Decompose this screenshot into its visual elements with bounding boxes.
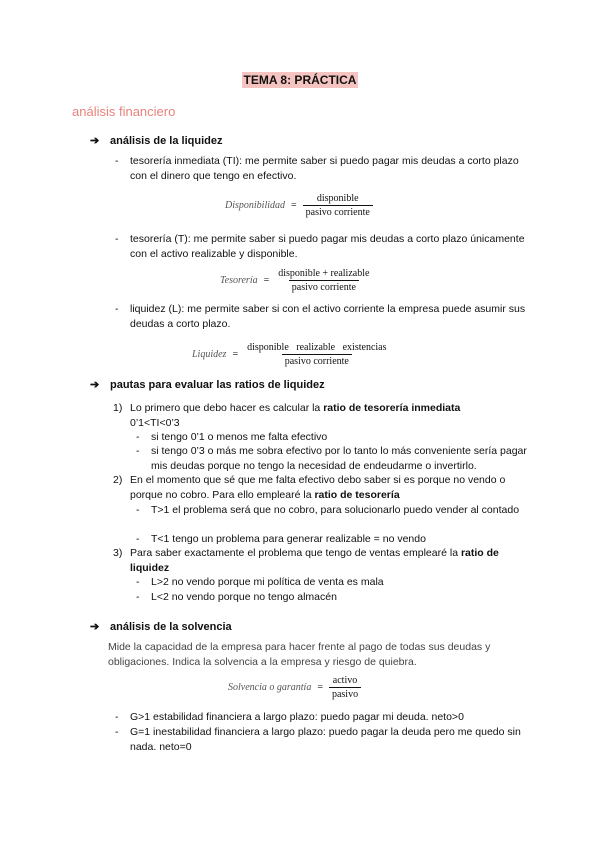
- list-item: - G=1 inestabilidad financiera a largo plazo: puedo pagar la deuda pero me quedo sin nada. neto=0: [115, 726, 521, 753]
- sub-item: - T<1 tengo un problema para generar realizable = no vendo: [136, 533, 426, 545]
- list-item: - liquidez (L): me permite saber si con el activo corriente la empresa puede asumir sus deudas a corto plazo.: [115, 303, 526, 330]
- arrow-icon: ➔: [90, 135, 100, 147]
- arrow-icon: ➔: [90, 379, 100, 391]
- heading-solvencia: ➔ análisis de la solvencia: [90, 621, 232, 633]
- page-title: TEMA 8: PRÁCTICA: [243, 73, 357, 87]
- solvencia-description: Mide la capacidad de la empresa para hacer frente al pago de todas sus deudas y obligaciones. Indica la solvencia a la empresa y riesgo de quiebra.: [108, 641, 491, 668]
- numbered-item: 1) Lo primero que debo hacer es calcular la ratio de tesorería inmediata 0’1<TI<0’3: [113, 402, 461, 429]
- section-subtitle: análisis financiero: [72, 104, 176, 119]
- heading-liquidez: ➔ análisis de la liquidez: [90, 135, 223, 147]
- sub-item: - si tengo 0’1 o menos me falta efectivo: [136, 431, 328, 443]
- formula-disponibilidad: Disponibilidad = $\frac{\text{disponible}}{\text{pasivo corriente}}$: [225, 193, 373, 218]
- list-item: - G>1 estabilidad financiera a largo plazo: puedo pagar mi deuda. neto>0: [115, 711, 464, 723]
- arrow-icon: ➔: [90, 621, 100, 633]
- numbered-item: 3) Para saber exactamente el problema que tengo de ventas emplearé la ratio de liquidez: [113, 547, 499, 574]
- sub-item: - si tengo 0’3 o más me sobra efectivo por lo tanto lo más conveniente sería pagar mis deudas porque no tengo la necesidad de endeudarme o invertirlo.: [136, 445, 527, 472]
- heading-pautas: ➔ pautas para evaluar las ratios de liquidez: [90, 379, 325, 391]
- sub-item: - T>1 el problema será que no cobro, para solucionarlo puedo vender al contado: [136, 504, 520, 516]
- formula-tesoreria: Tesorería = $\frac{\text{disponible + realizable}}{\text{pasivo corriente}}$: [220, 268, 370, 293]
- formula-liquidez: Liquidez = $\frac{\text{disponible realizable existencias}}{\text{pasivo corriente}}$: [192, 342, 387, 367]
- list-item: - tesorería (T): me permite saber si puedo pagar mis deudas a corto plazo únicamente con el activo realizable y disponible.: [115, 233, 525, 260]
- sub-item: - L<2 no vendo porque no tengo almacén: [136, 591, 337, 603]
- sub-item: - L>2 no vendo porque mi política de venta es mala: [136, 576, 384, 588]
- list-item: - tesorería inmediata (TI): me permite saber si puedo pagar mis deudas a corto plazo con el dinero que tengo en efectivo.: [115, 155, 519, 182]
- numbered-item: 2) En el momento que sé que me falta efectivo debo saber si es porque no vendo o porque no cobro. Para ello emplearé la ratio de tesorería: [113, 474, 506, 501]
- formula-solvencia: Solvencia o garantía = $\frac{\text{activo}}{\text{pasivo}}$: [228, 675, 361, 700]
